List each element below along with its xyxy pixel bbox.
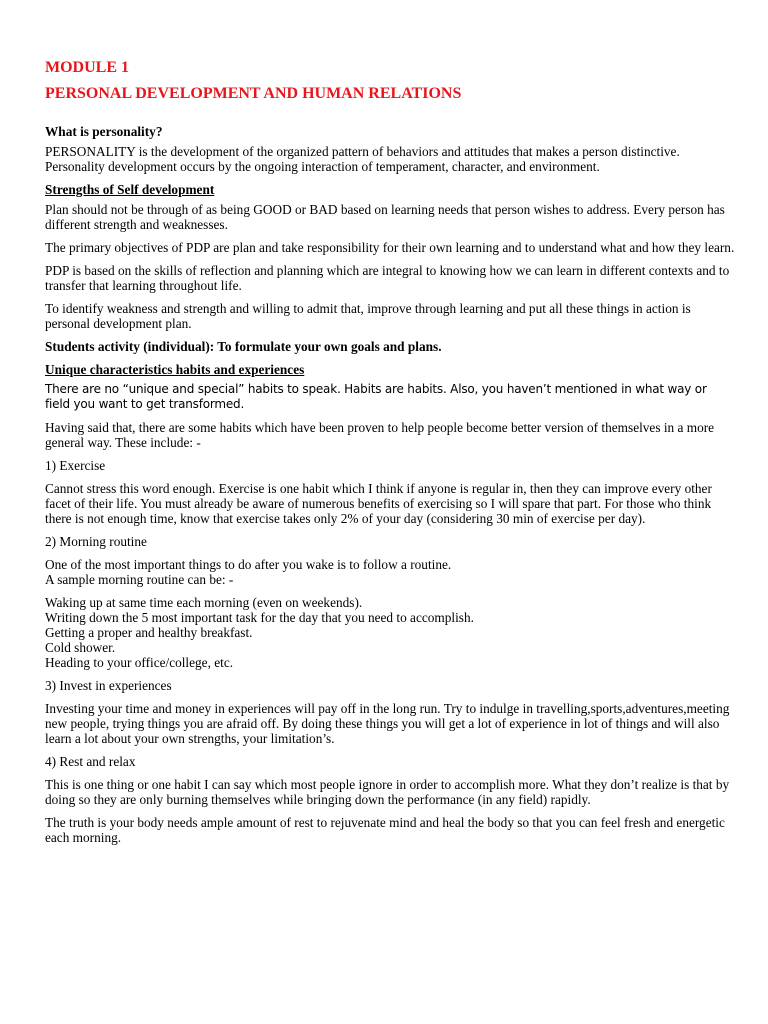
list-item: Heading to your office/college, etc. <box>45 655 234 670</box>
rest-paragraph-2: The truth is your body needs ample amount of rest to rejuvenate mind and heal the body so that you can feel fresh and energetic each morning. <box>45 815 725 845</box>
morning-intro-line-1: One of the most important things to do after you wake is to follow a routine. <box>45 557 452 572</box>
strengths-paragraph-2: The primary objectives of PDP are plan and take responsibility for their own learning and to understand what and how they learn. <box>45 240 735 255</box>
strengths-paragraph-4: To identify weakness and strength and willing to admit that, improve through learning and put all these things in action is personal development plan. <box>45 301 691 331</box>
activity-heading: Students activity (individual): To formulate your own goals and plans. <box>45 339 442 354</box>
unique-heading: Unique characteristics habits and experiences <box>45 362 305 377</box>
list-item: Waking up at same time each morning (even on weekends). <box>45 595 363 610</box>
unique-paragraph-1: There are no “unique and special” habits to speak. Habits are habits. Also, you haven’t mentioned in what way or field you want to get transformed. <box>45 382 707 411</box>
invest-body: Investing your time and money in experiences will pay off in the long run. Try to indulge in travelling,sports,adventures,meeting new people, trying things you are afraid off. By doing these things you will get a lot of experience in lot of things and will also learn a lot about your own strengths, your limitation’s. <box>45 701 730 746</box>
strengths-paragraph-1: Plan should not be through of as being GOOD or BAD based on learning needs that person wishes to address. Every person has different strength and weaknesses. <box>45 202 725 232</box>
strengths-heading: Strengths of Self development <box>45 182 215 197</box>
personality-heading: What is personality? <box>45 124 163 139</box>
module-subtitle: PERSONAL DEVELOPMENT AND HUMAN RELATIONS <box>45 85 462 102</box>
invest-label: 3) Invest in experiences <box>45 678 172 693</box>
morning-intro <box>45 557 735 587</box>
personality-definition: PERSONALITY is the development of the organized pattern of behaviors and attitudes that makes a person distinctive. Personality development occurs by the ongoing interaction of temperament, character, and environment. <box>45 144 680 174</box>
exercise-label: 1) Exercise <box>45 458 106 473</box>
morning-intro-line-2: A sample morning routine can be: - <box>45 572 234 587</box>
list-item: Writing down the 5 most important task for the day that you need to accomplish. <box>45 610 474 625</box>
document-page <box>45 58 735 853</box>
list-item: Cold shower. <box>45 640 116 655</box>
module-title: MODULE 1 <box>45 59 129 76</box>
list-item: Getting a proper and healthy breakfast. <box>45 625 253 640</box>
strengths-paragraph-3: PDP is based on the skills of reflection and planning which are integral to knowing how we can learn in different contexts and to transfer that learning throughout life. <box>45 263 730 293</box>
unique-paragraph-2: Having said that, there are some habits which have been proven to help people become better version of themselves in a more general way. These include: - <box>45 420 715 450</box>
exercise-body: Cannot stress this word enough. Exercise is one habit which I think if anyone is regular in, then they can improve every other facet of their life. You must already be aware of numerous benefits of exercising so I will spare that part. For those who think there is not enough time, know that exercise takes only 2% of your day (considering 30 min of exercise per day). <box>45 481 712 526</box>
morning-label: 2) Morning routine <box>45 534 147 549</box>
morning-routine-list <box>45 595 735 670</box>
rest-paragraph-1: This is one thing or one habit I can say which most people ignore in order to accomplish more. What they don’t realize is that by doing so they are only burning themselves while bringing down the performance (in any field) rapidly. <box>45 777 730 807</box>
rest-label: 4) Rest and relax <box>45 754 136 769</box>
